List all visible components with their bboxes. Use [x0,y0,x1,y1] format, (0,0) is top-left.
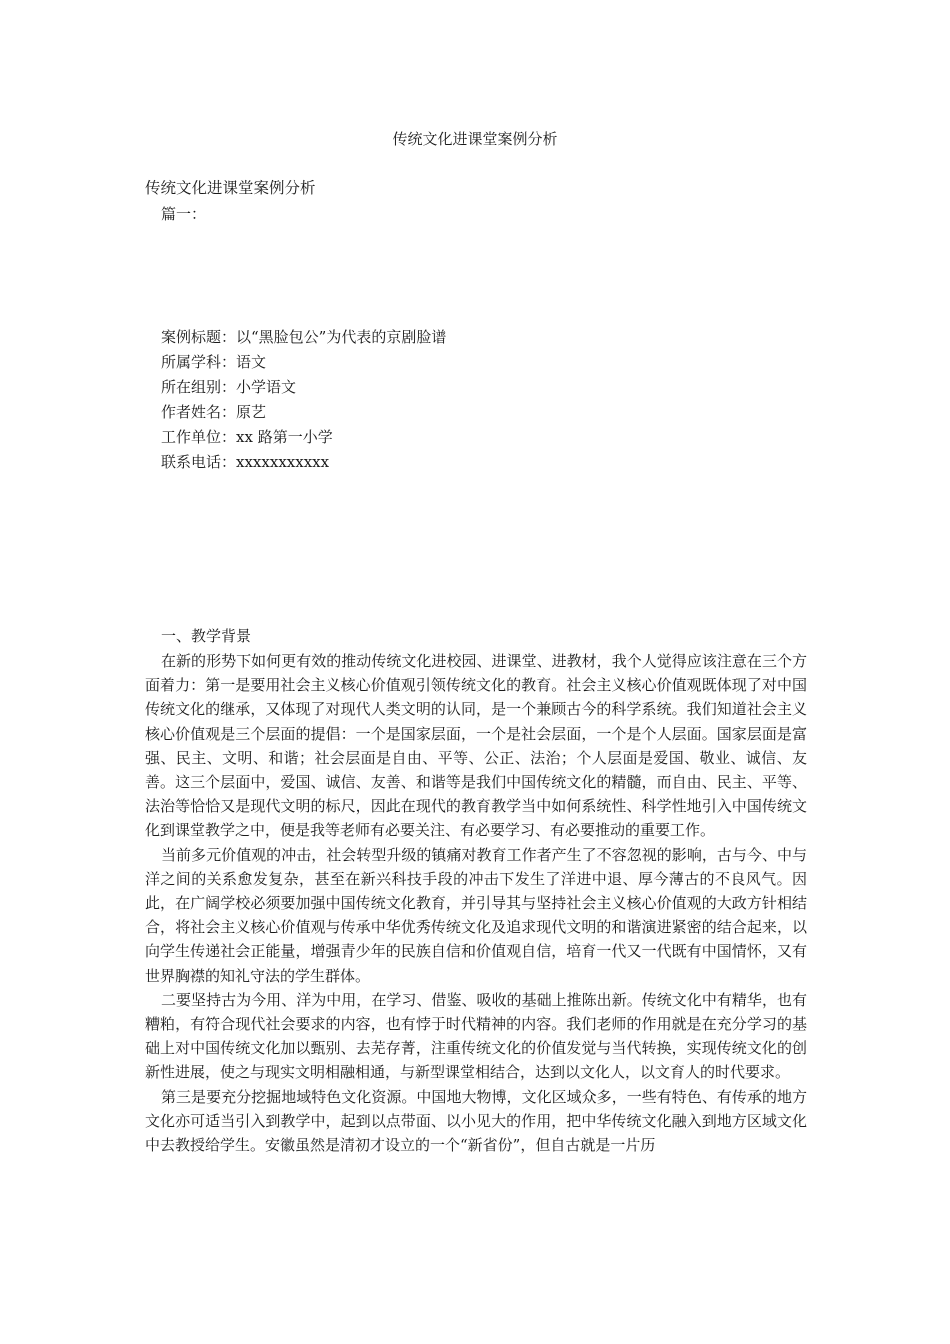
document-subtitle: 传统文化进课堂案例分析 [145,179,316,197]
meta-value: xxxxxxxxxxx [236,453,330,471]
meta-value: 以“黑脸包公”为代表的京剧脸谱 [236,328,447,346]
meta-label: 案例标题： [161,328,237,346]
meta-label: 联系电话： [161,453,237,471]
meta-label: 作者姓名： [161,403,237,421]
meta-label: 工作单位： [161,428,237,446]
meta-row-subject [161,350,446,375]
meta-value: 原艺 [236,403,267,421]
meta-row-phone [161,450,446,475]
meta-row-author [161,400,446,425]
paragraph: 在新的形势下如何更有效的推动传统文化进校园、进课堂、进教材，我个人觉得应该注意在三个方面着力：第一是要用社会主义核心价值观引领传统文化的教育。社会主义核心价值观既体现了对中国传统文化的继承，又体现了对现代人类文明的认同，是一个兼顾古今的科学系统。我们知道社会主义核心价值观是三个层面的提倡：一个是国家层面，一个是社会层面，一个是个人层面。国家层面是富强、民主、文明、和谐；社会层面是自由、平等、公正、法治；个人层面是爱国、敬业、诚信、友善。这三个层面中，爱国、诚信、友善、和谐等是我们中国传统文化的精髓，而自由、民主、平等、法治等恰恰又是现代文明的标尺，因此在现代的教育教学当中如何系统性、科学性地引入中国传统文化到课堂教学之中，便是我等老师有必要关注、有必要学习、有必要推动的重要工作。 [145,652,807,840]
body-text [145,649,807,1157]
meta-row-group [161,375,446,400]
paragraph: 二要坚持古为今用、洋为中用，在学习、借鉴、吸收的基础上推陈出新。传统文化中有精华，也有糟粕，有符合现代社会要求的内容，也有悖于时代精神的内容。我们老师的作用就是在充分学习的基础上对中国传统文化加以甄别、去芜存菁，注重传统文化的价值发觉与当代转换，实现传统文化的创新性进展，使之与现实文明相融相通，与新型课堂相结合，达到以文化人，以文育人的时代要求。 [145,990,807,1082]
meta-label: 所在组别： [161,378,237,396]
paragraph: 第三是要充分挖掘地域特色文化资源。中国地大物博，文化区域众多，一些有特色、有传承的地方文化亦可适当引入到教学中，起到以点带面、以小见大的作用，把中华传统文化融入到地方区域文化中去教授给学生。安徽虽然是清初才设立的一个“新省份”，但自古就是一片历 [145,1087,807,1155]
paragraph: 当前多元价值观的冲击，社会转型升级的镇痛对教育工作者产生了不容忽视的影响，古与今、中与洋之间的关系愈发复杂，甚至在新兴科技手段的冲击下发生了洋进中退、厚今薄古的不良风气。因此，在广阔学校必须要加强中国传统文化教育，并引导其与坚持社会主义核心价值观的大政方针相结合，将社会主义核心价值观与传承中华优秀传统文化及追求现代文明的和谐演进紧密的结合起来，以向学生传递社会正能量，增强青少年的民族自信和价值观自信，培育一代又一代既有中国情怀，又有世界胸襟的知礼守法的学生群体。 [145,845,807,985]
section-heading: 一、教学背景 [161,627,252,645]
document-title: 传统文化进课堂案例分析 [392,130,558,148]
meta-value: xx 路第一小学 [236,428,333,446]
meta-value: 语文 [236,353,267,371]
meta-label: 所属学科： [161,353,237,371]
case-metadata [161,325,446,475]
meta-row-workplace [161,425,446,450]
meta-row-case-title [161,325,446,350]
meta-value: 小学语文 [236,378,297,396]
section-label: 篇一： [161,205,207,223]
